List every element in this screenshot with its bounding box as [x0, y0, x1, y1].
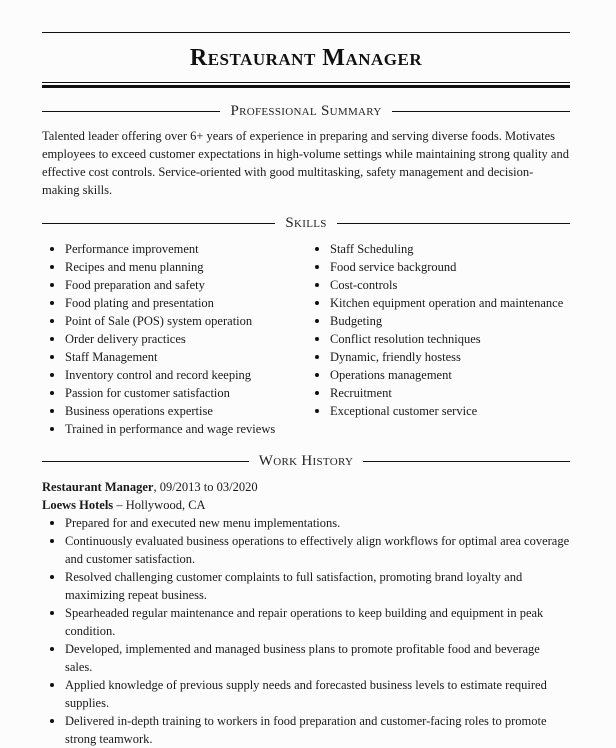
bullet-icon	[315, 247, 319, 251]
job-bullet: Developed, implemented and managed business plans to promote profitable food and beverage sales.	[42, 640, 570, 676]
job-bullet: Spearheaded regular maintenance and repair operations to keep building and equipment in peak condition.	[42, 604, 570, 640]
bullet-icon	[315, 265, 319, 269]
bullet-icon	[50, 319, 54, 323]
bullet-icon	[315, 355, 319, 359]
job-bullet: Applied knowledge of previous supply needs and forecasted business levels to estimate required supplies.	[42, 676, 570, 712]
bullet-icon	[315, 373, 319, 377]
bullet-icon	[50, 575, 54, 579]
skill-item: Performance improvement	[42, 240, 307, 258]
bullet-icon	[315, 301, 319, 305]
bullet-icon	[50, 539, 54, 543]
bullet-icon	[50, 265, 54, 269]
divider-line	[337, 223, 570, 224]
section-heading-work-history	[42, 451, 570, 471]
bullet-icon	[50, 521, 54, 525]
job-bullets	[42, 514, 570, 748]
skill-item: Recruitment	[307, 384, 570, 402]
divider-line	[392, 111, 570, 112]
section-heading-skills	[42, 213, 570, 233]
bullet-icon	[315, 409, 319, 413]
bullet-icon	[50, 337, 54, 341]
job-bullet: Continuously evaluated business operations to effectively align workflows for optimal area coverage and customer satisfaction.	[42, 532, 570, 568]
skill-item: Dynamic, friendly hostess	[307, 348, 570, 366]
section-title: Skills	[285, 215, 327, 231]
skill-item: Kitchen equipment operation and maintenance	[307, 294, 570, 312]
skill-item: Trained in performance and wage reviews	[42, 420, 307, 438]
bullet-icon	[50, 427, 54, 431]
skill-item: Budgeting	[307, 312, 570, 330]
divider-line	[42, 223, 275, 224]
skill-item: Staff Scheduling	[307, 240, 570, 258]
skill-item: Food service background	[307, 258, 570, 276]
skill-item: Cost-controls	[307, 276, 570, 294]
bullet-icon	[50, 301, 54, 305]
skill-item: Order delivery practices	[42, 330, 307, 348]
skills-column-right	[307, 240, 570, 438]
bullet-icon	[50, 247, 54, 251]
job-title: Restaurant Manager	[42, 480, 154, 494]
bullet-icon	[315, 391, 319, 395]
bullet-icon	[315, 283, 319, 287]
skills-column-left	[42, 240, 307, 438]
skill-item: Food preparation and safety	[42, 276, 307, 294]
bullet-icon	[315, 319, 319, 323]
job-bullet: Delivered in-depth training to workers in food preparation and customer-facing roles to promote strong teamwork.	[42, 712, 570, 748]
divider-line	[363, 461, 570, 462]
job-dates: , 09/2013 to 03/2020	[153, 480, 258, 494]
skill-item: Recipes and menu planning	[42, 258, 307, 276]
job-entry	[42, 478, 570, 748]
bullet-icon	[50, 683, 54, 687]
job-bullet: Prepared for and executed new menu implementations.	[42, 514, 570, 532]
skill-item: Staff Management	[42, 348, 307, 366]
job-location: – Hollywood, CA	[113, 498, 206, 512]
section-heading-summary	[42, 101, 570, 121]
skill-item: Passion for customer satisfaction	[42, 384, 307, 402]
job-title-line	[42, 478, 570, 496]
summary-text: Talented leader offering over 6+ years of experience in preparing and serving diverse foods. Motivates employees to exceed customer expectations in high-volume settings while maintaining strong quality and effective cost controls. Service-oriented with good multitasking, safety management and decision-making skills.	[42, 129, 569, 197]
divider-line	[42, 461, 249, 462]
header-thick-rule	[42, 85, 570, 88]
job-company-line	[42, 496, 570, 514]
bullet-icon	[50, 355, 54, 359]
job-company: Loews Hotels	[42, 498, 114, 512]
bullet-icon	[50, 283, 54, 287]
bullet-icon	[315, 337, 319, 341]
header-thin-rule	[42, 82, 570, 83]
bullet-icon	[50, 611, 54, 615]
skill-item: Operations management	[307, 366, 570, 384]
header-top-rule	[42, 32, 570, 33]
section-title: Professional Summary	[230, 103, 382, 119]
skill-item: Exceptional customer service	[307, 402, 570, 420]
divider-line	[42, 111, 220, 112]
skill-item: Business operations expertise	[42, 402, 307, 420]
job-bullet: Resolved challenging customer complaints to full satisfaction, promoting brand loyalty and maximizing repeat business.	[42, 568, 570, 604]
bullet-icon	[50, 719, 54, 723]
bullet-icon	[50, 409, 54, 413]
bullet-icon	[50, 647, 54, 651]
skill-item: Point of Sale (POS) system operation	[42, 312, 307, 330]
section-title: Work History	[258, 453, 354, 469]
skill-item: Conflict resolution techniques	[307, 330, 570, 348]
bullet-icon	[50, 373, 54, 377]
skill-item: Food plating and presentation	[42, 294, 307, 312]
skills-list	[42, 240, 570, 438]
resume-title: Restaurant Manager	[189, 45, 423, 71]
bullet-icon	[50, 391, 54, 395]
skill-item: Inventory control and record keeping	[42, 366, 307, 384]
